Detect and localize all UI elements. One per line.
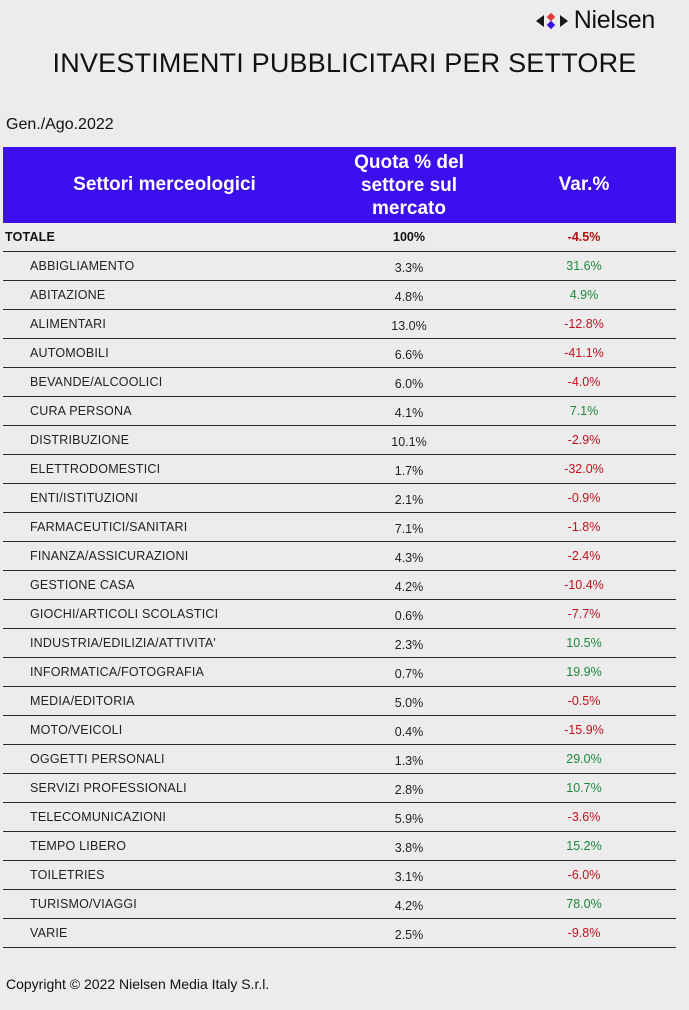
row-sector: ELETTRODOMESTICI <box>30 462 161 476</box>
row-sector: TURISMO/VIAGGI <box>30 897 137 911</box>
nielsen-logo <box>536 6 655 35</box>
row-quota: 4.1% <box>394 406 424 420</box>
row-sector: INFORMATICA/FOTOGRAFIA <box>30 665 205 679</box>
header-var: Var.% <box>558 174 610 195</box>
row-var: -0.9% <box>567 491 601 505</box>
period-label: Gen./Ago.2022 <box>6 116 114 133</box>
row-var: -3.6% <box>567 810 601 824</box>
row-sector: MOTO/VEICOLI <box>30 723 123 737</box>
table-row <box>3 687 676 716</box>
nielsen-logo-icon <box>536 13 568 29</box>
row-var: 15.2% <box>566 839 602 853</box>
row-quota: 4.3% <box>394 551 424 565</box>
copyright-footer: Copyright © 2022 Nielsen Media Italy S.r.l. <box>6 976 270 992</box>
table-header <box>3 147 676 223</box>
row-var: 78.0% <box>566 897 602 911</box>
table-row <box>3 803 676 832</box>
row-var: -2.4% <box>567 549 601 563</box>
row-sector: CURA PERSONA <box>30 404 132 418</box>
row-quota: 2.1% <box>394 493 424 507</box>
table-row <box>3 745 676 774</box>
row-var: 7.1% <box>569 404 599 418</box>
table-row <box>3 368 676 397</box>
table-row <box>3 484 676 513</box>
row-sector: TELECOMUNICAZIONI <box>30 810 167 824</box>
row-quota: 1.3% <box>394 754 424 768</box>
row-var: -1.8% <box>567 520 601 534</box>
row-quota: 10.1% <box>391 435 427 449</box>
row-sector: MEDIA/EDITORIA <box>30 694 135 708</box>
row-sector: TOILETRIES <box>30 868 105 882</box>
row-quota: 2.3% <box>394 638 424 652</box>
table-row <box>3 281 676 310</box>
row-var: -7.7% <box>567 607 601 621</box>
table-row <box>3 716 676 745</box>
row-quota: 5.0% <box>394 696 424 710</box>
row-sector: GESTIONE CASA <box>30 578 135 592</box>
row-sector: VARIE <box>30 926 68 940</box>
total-quota: 100% <box>393 230 425 244</box>
row-sector: FINANZA/ASSICURAZIONI <box>30 549 189 563</box>
table-row <box>3 571 676 600</box>
total-var: -4.5% <box>567 230 601 244</box>
row-var: 31.6% <box>566 259 602 273</box>
row-sector: INDUSTRIA/EDILIZIA/ATTIVITA' <box>30 636 217 650</box>
sector-table <box>3 147 676 948</box>
row-var: -2.9% <box>567 433 601 447</box>
row-quota: 1.7% <box>394 464 424 478</box>
row-var: -0.5% <box>567 694 601 708</box>
table-row <box>3 310 676 339</box>
page-title: INVESTIMENTI PUBBLICITARI PER SETTORE <box>52 48 637 78</box>
row-sector: ABBIGLIAMENTO <box>30 259 135 273</box>
row-quota: 2.8% <box>394 783 424 797</box>
table-row <box>3 861 676 890</box>
row-sector: OGGETTI PERSONALI <box>30 752 165 766</box>
table-row <box>3 455 676 484</box>
row-var: -32.0% <box>564 462 604 476</box>
table-row-total <box>3 223 676 252</box>
row-quota: 0.7% <box>394 667 424 681</box>
row-sector: AUTOMOBILI <box>30 346 109 360</box>
header-quota: Quota % del settore sul mercato <box>354 151 464 219</box>
table-row <box>3 426 676 455</box>
row-var: 19.9% <box>566 665 602 679</box>
row-quota: 2.5% <box>394 928 424 942</box>
row-var: -4.0% <box>567 375 601 389</box>
row-quota: 5.9% <box>394 812 424 826</box>
table-row <box>3 832 676 861</box>
row-quota: 6.6% <box>394 348 424 362</box>
row-var: -9.8% <box>567 926 601 940</box>
table-row <box>3 513 676 542</box>
row-sector: ABITAZIONE <box>30 288 106 302</box>
row-var: 4.9% <box>569 288 599 302</box>
table-row <box>3 397 676 426</box>
table-row <box>3 629 676 658</box>
table-row <box>3 658 676 687</box>
table-row <box>3 774 676 803</box>
row-quota: 4.2% <box>394 899 424 913</box>
row-sector: ALIMENTARI <box>30 317 107 331</box>
row-var: 10.5% <box>566 636 602 650</box>
row-var: 10.7% <box>566 781 602 795</box>
row-sector: ENTI/ISTITUZIONI <box>30 491 139 505</box>
row-var: -6.0% <box>567 868 601 882</box>
row-var: -10.4% <box>564 578 604 592</box>
row-var: -15.9% <box>564 723 604 737</box>
row-quota: 3.3% <box>394 261 424 275</box>
row-quota: 3.1% <box>394 870 424 884</box>
row-sector: FARMACEUTICI/SANITARI <box>30 520 188 534</box>
row-quota: 13.0% <box>391 319 427 333</box>
table-row <box>3 919 676 948</box>
row-quota: 0.6% <box>394 609 424 623</box>
row-sector: SERVIZI PROFESSIONALI <box>30 781 187 795</box>
table-row <box>3 600 676 629</box>
row-sector: GIOCHI/ARTICOLI SCOLASTICI <box>30 607 219 621</box>
row-sector: BEVANDE/ALCOOLICI <box>30 375 163 389</box>
row-quota: 4.2% <box>394 580 424 594</box>
row-sector: TEMPO LIBERO <box>30 839 127 853</box>
brand-name: Nielsen <box>573 6 655 34</box>
header-sector: Settori merceologici <box>73 174 256 195</box>
row-var: -41.1% <box>564 346 604 360</box>
table-row <box>3 890 676 919</box>
row-quota: 0.4% <box>394 725 424 739</box>
row-var: -12.8% <box>564 317 604 331</box>
row-quota: 7.1% <box>394 522 424 536</box>
total-sector: TOTALE <box>5 230 56 244</box>
row-quota: 3.8% <box>394 841 424 855</box>
row-quota: 4.8% <box>394 290 424 304</box>
row-var: 29.0% <box>566 752 602 766</box>
table-row <box>3 252 676 281</box>
table-row <box>3 542 676 571</box>
row-quota: 6.0% <box>394 377 424 391</box>
table-body <box>3 252 676 948</box>
table-row <box>3 339 676 368</box>
row-sector: DISTRIBUZIONE <box>30 433 130 447</box>
